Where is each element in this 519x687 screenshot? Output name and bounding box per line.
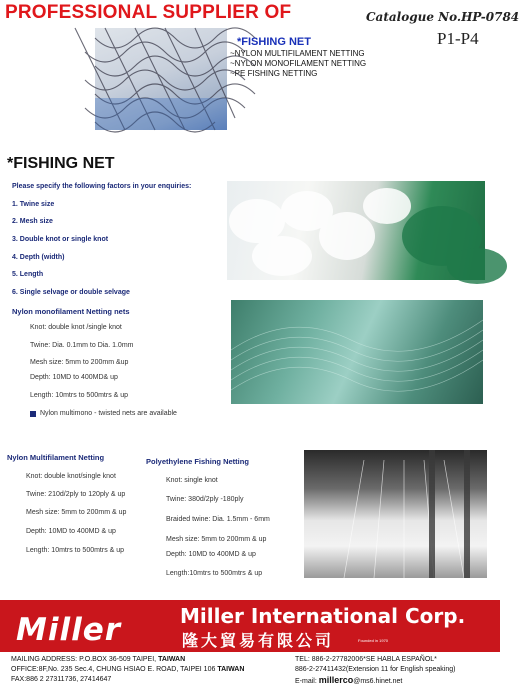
polyethylene-spec: Twine: 380d/2ply -180ply: [166, 496, 244, 503]
polyethylene-title: Polyethylene Fishing Netting: [146, 457, 249, 466]
square-bullet-icon: [30, 411, 36, 417]
polyethylene-spec: Knot: single knot: [166, 477, 218, 484]
product-type-item: ~NYLON MULTIFILAMENT NETTING: [230, 49, 365, 58]
enquiry-factor: 5. Length: [12, 271, 44, 278]
email-user[interactable]: millerco: [318, 675, 354, 685]
multimono-note: [30, 410, 177, 417]
multimono-note-text: Nylon multimono - twisted nets are available: [40, 410, 177, 417]
page-title: PROFESSIONAL SUPPLIER OF: [5, 2, 292, 23]
company-name: Miller International Corp.: [180, 604, 466, 628]
email-address[interactable]: [295, 675, 402, 685]
yarn-bundles-photo: [227, 181, 485, 280]
fax-number: FAX:886 2 27311736, 27414647: [11, 676, 112, 683]
telephone-extension: 886-2-27411432(Extension 11 for English speaking): [295, 666, 456, 673]
product-type-item: ~PE FISHING NETTING: [230, 69, 318, 78]
multifilament-spec: Knot: double knot/single knot: [26, 473, 116, 480]
monofilament-spec: Length: 10mtrs to 500mtrs & up: [30, 392, 129, 399]
company-logo: Miller: [16, 612, 122, 648]
polyethylene-spec: Depth: 10MD to 400MD & up: [166, 551, 256, 558]
enquiry-factor: 4. Depth (width): [12, 254, 65, 261]
fishing-net-photo: [95, 28, 227, 130]
office-address-city: TAIWAN: [217, 666, 245, 673]
company-name-chinese: 隆大貿易有限公司: [182, 631, 335, 650]
monofilament-title: Nylon monofilament Netting nets: [12, 307, 130, 316]
polyethylene-spec: Mesh size: 5mm to 200mm & up: [166, 536, 267, 543]
office-address-text: OFFICE:8F,No. 235 Sec.4, CHUNG HSIAO E. ROAD, TAIPEI 106: [11, 666, 216, 673]
monofilament-spec: Twine: Dia. 0.1mm to Dia. 1.0mm: [30, 342, 134, 349]
catalogue-number: Catalogue No.HP-0784: [366, 10, 519, 24]
mailing-address-text: MAILING ADDRESS: P.O.BOX 36-509 TAIPEI,: [11, 656, 157, 663]
enquiry-factor: 1. Twine size: [12, 201, 55, 208]
multifilament-spec: Length: 10mtrs to 500mtrs & up: [26, 547, 125, 554]
email-domain[interactable]: @ms6.hinet.net: [353, 678, 403, 685]
product-heading: *FISHING NET: [237, 36, 311, 48]
section-title: *FISHING NET: [7, 155, 115, 172]
enquiry-factor: 3. Double knot or single knot: [12, 236, 109, 243]
multifilament-spec: Twine: 210d/2ply to 120ply & up: [26, 491, 126, 498]
founded-note: Founded in 1970: [358, 638, 389, 643]
mailing-address: [11, 656, 185, 663]
multifilament-spec: Mesh size: 5mm to 200mm & up: [26, 509, 127, 516]
monofilament-spec: Knot: double knot /single knot: [30, 324, 122, 331]
polyethylene-spec: Braided twine: Dia. 1.5mm - 6mm: [166, 516, 270, 523]
multifilament-title: Nylon Multifilament Netting: [7, 453, 105, 462]
email-label: E-mail:: [295, 678, 317, 685]
product-type-item: ~NYLON MONOFILAMENT NETTING: [230, 59, 367, 68]
monofilament-spec: Depth: 10MD to 400MD& up: [30, 374, 118, 381]
multifilament-spec: Depth: 10MD to 400MD & up: [26, 528, 116, 535]
mailing-address-city: TAIWAN: [158, 656, 186, 663]
net-factory-photo: [304, 450, 487, 578]
enquiry-instructions: Please specify the following factors in your enquiries:: [12, 183, 192, 190]
enquiry-factor: 6. Single selvage or double selvage: [12, 289, 130, 296]
monofilament-spec: Mesh size: 5mm to 200mm &up: [30, 359, 129, 366]
polyethylene-spec: Length:10mtrs to 500mtrs & up: [166, 570, 263, 577]
office-address: [11, 666, 244, 673]
telephone-number: TEL: 886-2-27782006*SE HABLA ESPAÑOL*: [295, 656, 437, 663]
green-monofilament-net-photo: [231, 300, 483, 404]
enquiry-factor: 2. Mesh size: [12, 218, 53, 225]
page-range: P1-P4: [437, 29, 479, 48]
